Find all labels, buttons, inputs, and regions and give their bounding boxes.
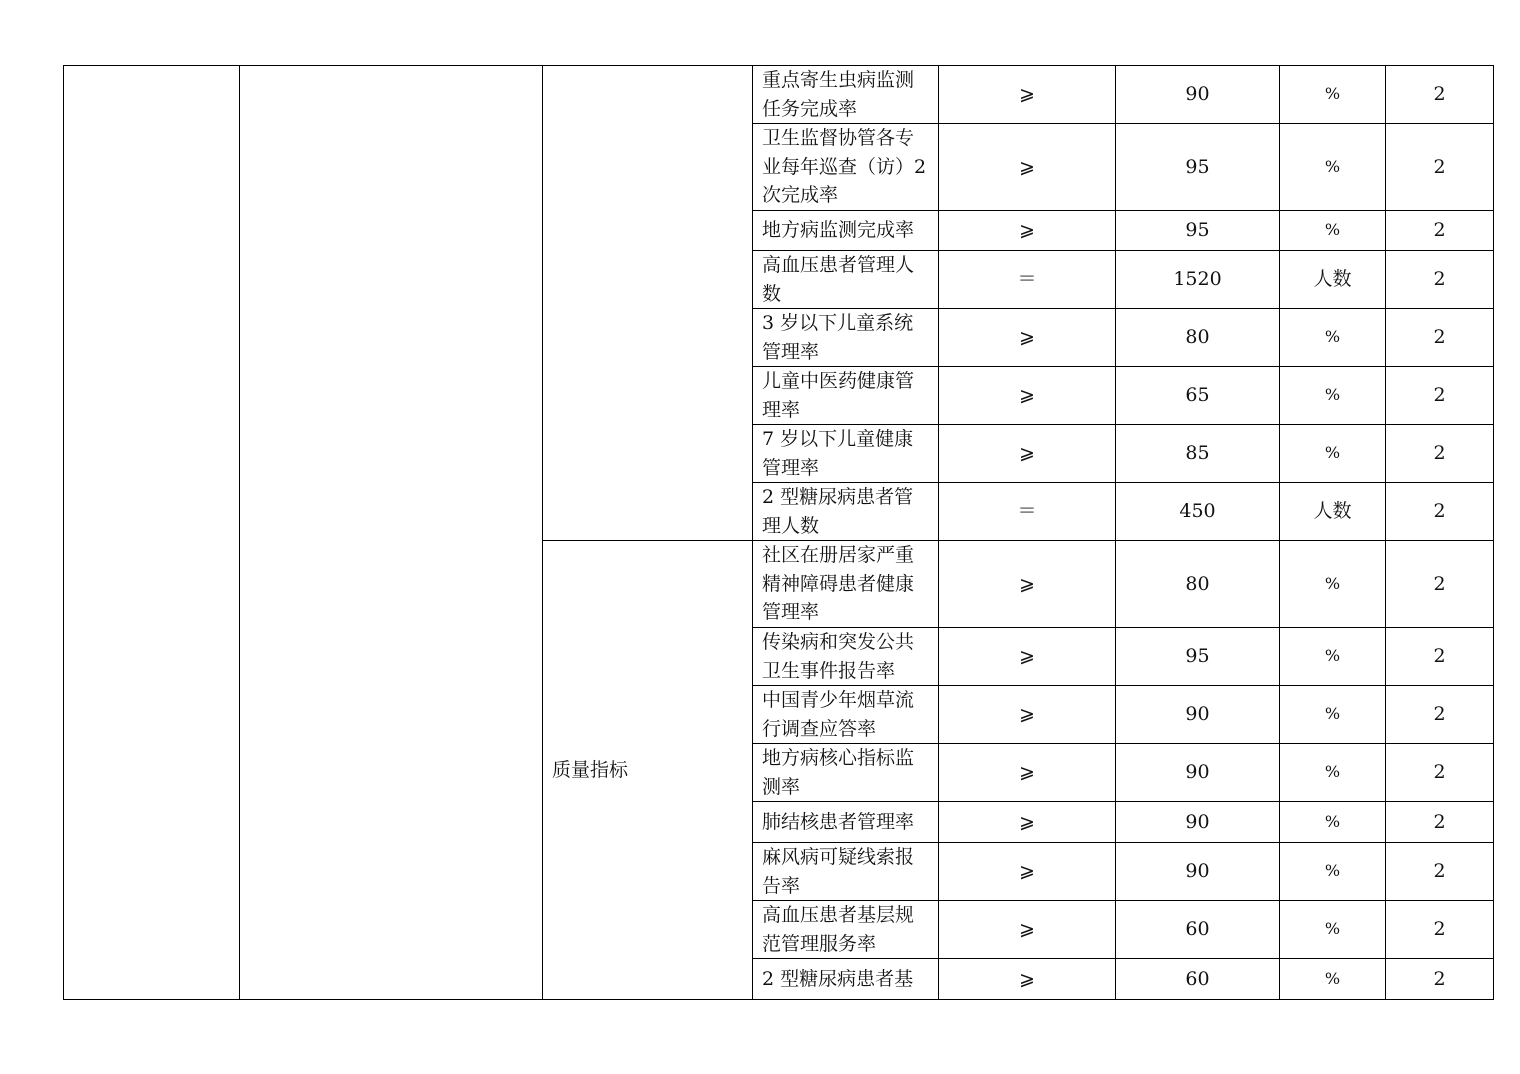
target-value-cell: 90	[1116, 66, 1280, 124]
operator-cell: ⩾	[939, 124, 1116, 211]
score-cell: 2	[1386, 251, 1494, 309]
indicator-table	[63, 65, 1494, 1000]
score-cell: 2	[1386, 425, 1494, 483]
target-value-cell: 95	[1116, 628, 1280, 686]
indicator-name-cell: 卫生监督协管各专 业每年巡查（访）2 次完成率	[753, 124, 939, 211]
unit-cell: %	[1280, 686, 1386, 744]
score-cell: 2	[1386, 802, 1494, 843]
level2-indicator-cell	[240, 66, 543, 1000]
score-cell: 2	[1386, 309, 1494, 367]
indicator-name-cell: 高血压患者基层规 范管理服务率	[753, 901, 939, 959]
unit-cell: %	[1280, 843, 1386, 901]
indicator-name-cell: 社区在册居家严重 精神障碍患者健康 管理率	[753, 541, 939, 628]
unit-cell: %	[1280, 309, 1386, 367]
operator-cell: ⩾	[939, 367, 1116, 425]
target-value-cell: 60	[1116, 901, 1280, 959]
indicator-name-cell: 地方病监测完成率	[753, 211, 939, 251]
target-value-cell: 60	[1116, 959, 1280, 1000]
operator-cell: ⩾	[939, 744, 1116, 802]
operator-cell: ⩾	[939, 541, 1116, 628]
operator-cell: ＝	[939, 483, 1116, 541]
unit-cell: %	[1280, 802, 1386, 843]
target-value-cell: 95	[1116, 124, 1280, 211]
score-cell: 2	[1386, 744, 1494, 802]
operator-cell: ⩾	[939, 901, 1116, 959]
operator-cell: ⩾	[939, 802, 1116, 843]
score-cell: 2	[1386, 628, 1494, 686]
score-cell: 2	[1386, 686, 1494, 744]
score-cell: 2	[1386, 843, 1494, 901]
operator-cell: ⩾	[939, 425, 1116, 483]
score-cell: 2	[1386, 541, 1494, 628]
target-value-cell: 65	[1116, 367, 1280, 425]
target-value-cell: 450	[1116, 483, 1280, 541]
operator-cell: ⩾	[939, 843, 1116, 901]
score-cell: 2	[1386, 959, 1494, 1000]
indicator-name-cell: 地方病核心指标监 测率	[753, 744, 939, 802]
level3-category-cell-quality: 质量指标	[543, 541, 753, 1000]
indicator-name-cell: 肺结核患者管理率	[753, 802, 939, 843]
operator-cell: ＝	[939, 251, 1116, 309]
level1-indicator-cell	[64, 66, 240, 1000]
indicator-name-cell: 中国青少年烟草流 行调查应答率	[753, 686, 939, 744]
operator-cell: ⩾	[939, 959, 1116, 1000]
target-value-cell: 90	[1116, 744, 1280, 802]
score-cell: 2	[1386, 211, 1494, 251]
unit-cell: %	[1280, 124, 1386, 211]
operator-cell: ⩾	[939, 309, 1116, 367]
indicator-name-cell: 重点寄生虫病监测 任务完成率	[753, 66, 939, 124]
unit-cell: %	[1280, 959, 1386, 1000]
target-value-cell: 80	[1116, 309, 1280, 367]
target-value-cell: 90	[1116, 802, 1280, 843]
score-cell: 2	[1386, 483, 1494, 541]
operator-cell: ⩾	[939, 211, 1116, 251]
unit-cell: %	[1280, 901, 1386, 959]
operator-cell: ⩾	[939, 628, 1116, 686]
unit-cell: %	[1280, 211, 1386, 251]
unit-cell: %	[1280, 628, 1386, 686]
unit-cell: %	[1280, 541, 1386, 628]
score-cell: 2	[1386, 124, 1494, 211]
score-cell: 2	[1386, 367, 1494, 425]
target-value-cell: 85	[1116, 425, 1280, 483]
unit-cell: 人数	[1280, 483, 1386, 541]
operator-cell: ⩾	[939, 66, 1116, 124]
indicator-name-cell: 儿童中医药健康管 理率	[753, 367, 939, 425]
indicator-name-cell: 麻风病可疑线索报 告率	[753, 843, 939, 901]
indicator-name-cell: 7 岁以下儿童健康 管理率	[753, 425, 939, 483]
indicator-name-cell: 传染病和突发公共 卫生事件报告率	[753, 628, 939, 686]
unit-cell: %	[1280, 66, 1386, 124]
indicator-name-cell: 2 型糖尿病患者管 理人数	[753, 483, 939, 541]
unit-cell: %	[1280, 744, 1386, 802]
unit-cell: %	[1280, 367, 1386, 425]
table-row	[64, 66, 1494, 124]
score-cell: 2	[1386, 901, 1494, 959]
target-value-cell: 90	[1116, 843, 1280, 901]
target-value-cell: 90	[1116, 686, 1280, 744]
operator-cell: ⩾	[939, 686, 1116, 744]
target-value-cell: 1520	[1116, 251, 1280, 309]
level3-category-cell-quantity	[543, 66, 753, 541]
target-value-cell: 80	[1116, 541, 1280, 628]
indicator-name-cell: 2 型糖尿病患者基	[753, 959, 939, 1000]
unit-cell: %	[1280, 425, 1386, 483]
indicator-name-cell: 高血压患者管理人 数	[753, 251, 939, 309]
target-value-cell: 95	[1116, 211, 1280, 251]
indicator-name-cell: 3 岁以下儿童系统 管理率	[753, 309, 939, 367]
unit-cell: 人数	[1280, 251, 1386, 309]
score-cell: 2	[1386, 66, 1494, 124]
